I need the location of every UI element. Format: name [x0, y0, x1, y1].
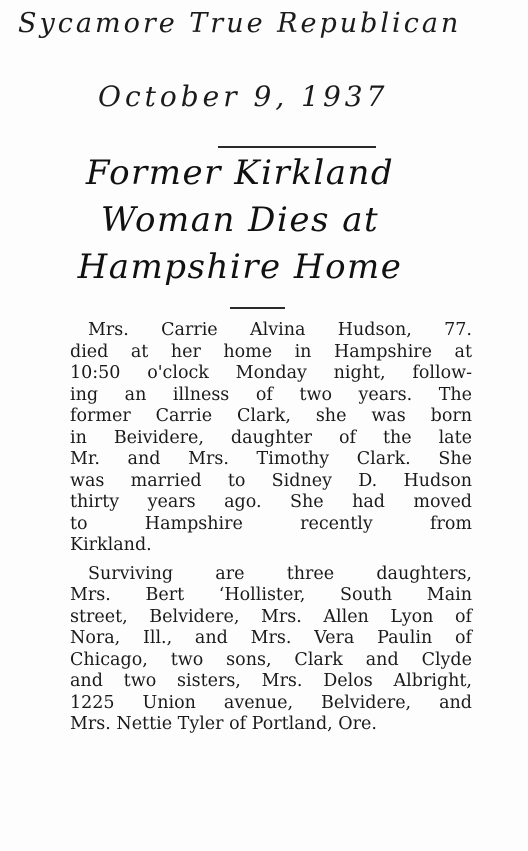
article-line: Nora, Ill., and Mrs. Vera Paulin of [70, 628, 472, 648]
article-body [70, 320, 472, 736]
headline-line-2: Woman Dies at [100, 200, 380, 240]
headline-line-1: Former Kirkland [85, 153, 395, 193]
article-line: thirty years ago. She had moved [70, 492, 472, 512]
article-line: and two sisters, Mrs. Delos Albright, [70, 671, 472, 691]
paragraph-gap [70, 557, 472, 564]
handwritten-publication-name: Sycamore True Republican [18, 8, 462, 39]
top-divider-rule [218, 146, 376, 148]
headline-line-3: Hampshire Home [77, 247, 403, 287]
article-line: former Carrie Clark, she was born [70, 406, 472, 426]
handwritten-date: October 9, 1937 [98, 80, 389, 113]
article-line: to Hampshire recently from [70, 513, 472, 534]
article-line: Mr. and Mrs. Timothy Clark. She [70, 449, 472, 469]
article-line: Kirkland. [70, 535, 152, 555]
article-line: street, Belvidere, Mrs. Allen Lyon of [70, 606, 472, 627]
article-line: Surviving are three daughters, [88, 563, 472, 584]
article-line: Mrs. Nettie Tyler of Portland, Ore. [70, 714, 377, 734]
headline-divider-rule [230, 307, 285, 309]
article-line: was married to Sidney D. Hudson [70, 470, 472, 491]
article-line: 1225 Union avenue, Belvidere, and [70, 692, 472, 713]
article-line: Mrs. Bert ‘Hollister, South Main [70, 585, 472, 605]
headline [40, 150, 440, 291]
article-line: Chicago, two sons, Clark and Clyde [70, 649, 472, 670]
article-line: in Beividere, daughter of the late [70, 427, 472, 448]
article-line: 10:50 o'clock Monday night, follow- [70, 363, 472, 383]
article-line: Mrs. Carrie Alvina Hudson, 77. [88, 320, 472, 340]
article-line: ing an illness of two years. The [70, 384, 472, 405]
article-line: died at her home in Hampshire at [70, 341, 472, 362]
